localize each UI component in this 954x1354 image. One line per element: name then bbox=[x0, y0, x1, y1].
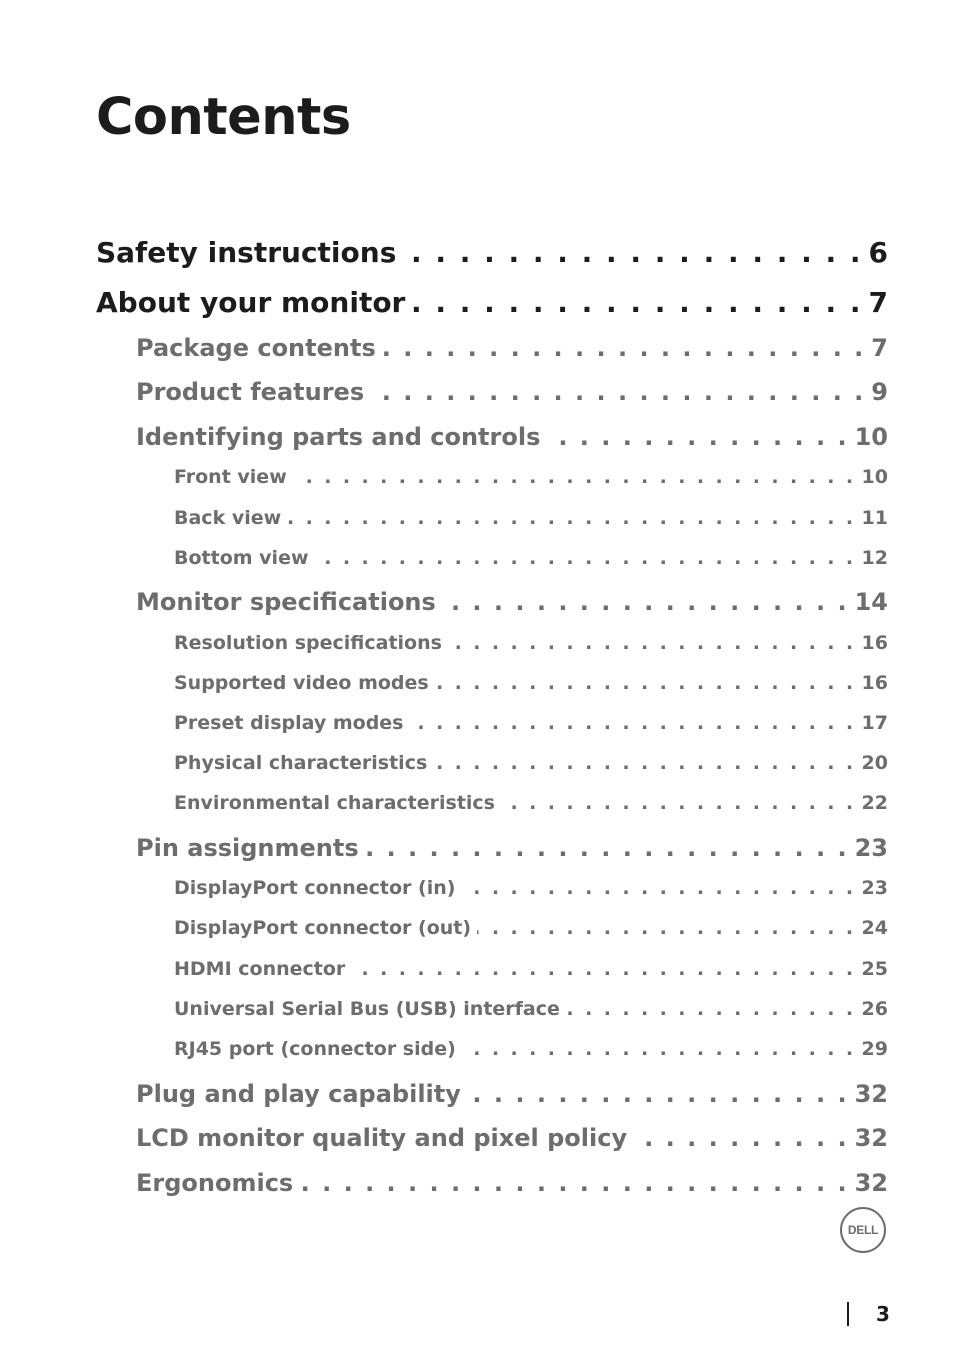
dot-leader bbox=[287, 507, 855, 529]
dot-leader bbox=[382, 334, 866, 362]
dot-leader bbox=[566, 998, 856, 1020]
toc-entry[interactable] bbox=[136, 588, 888, 616]
toc-entry[interactable] bbox=[174, 1038, 888, 1060]
toc-entry-title: Product features bbox=[136, 378, 365, 406]
toc-entry-title: Physical characteristics bbox=[174, 752, 428, 774]
toc-entry[interactable] bbox=[174, 466, 888, 488]
toc-entry[interactable] bbox=[96, 236, 888, 269]
toc-entry-page: 10 bbox=[854, 423, 888, 451]
toc-entry[interactable] bbox=[136, 834, 888, 862]
dot-leader bbox=[411, 286, 862, 319]
toc-entry-page: 11 bbox=[861, 507, 888, 529]
dot-leader bbox=[477, 917, 856, 939]
toc-entry-page: 24 bbox=[861, 917, 888, 939]
toc-entry-title: Bottom view bbox=[174, 547, 309, 569]
page-title: Contents bbox=[96, 88, 351, 147]
toc-entry-title: Safety instructions bbox=[96, 236, 397, 269]
toc-entry-page: 9 bbox=[871, 378, 888, 406]
toc-entry-title: RJ45 port (connector side) bbox=[174, 1038, 456, 1060]
dot-leader bbox=[501, 792, 856, 814]
toc-entry-page: 7 bbox=[871, 334, 888, 362]
toc-entry[interactable] bbox=[96, 286, 888, 319]
dot-leader bbox=[351, 958, 855, 980]
toc-entry-page: 29 bbox=[861, 1038, 888, 1060]
dot-leader bbox=[293, 466, 856, 488]
dell-logo-text: DELL bbox=[847, 1223, 879, 1237]
toc-entry-page: 26 bbox=[861, 998, 888, 1020]
dot-leader bbox=[633, 1124, 849, 1152]
dot-leader bbox=[546, 423, 848, 451]
dell-logo bbox=[840, 1207, 886, 1253]
toc-entry[interactable] bbox=[174, 632, 888, 654]
toc-entry[interactable] bbox=[136, 334, 888, 362]
toc-entry[interactable] bbox=[174, 507, 888, 529]
toc-entry[interactable] bbox=[174, 958, 888, 980]
toc-entry-page: 25 bbox=[861, 958, 888, 980]
toc-entry-title: HDMI connector bbox=[174, 958, 346, 980]
dot-leader bbox=[365, 834, 849, 862]
toc-entry-page: 16 bbox=[861, 632, 888, 654]
toc-entry[interactable] bbox=[174, 877, 888, 899]
toc-entry[interactable] bbox=[136, 378, 888, 406]
toc-entry-page: 32 bbox=[854, 1080, 888, 1108]
toc-entry-page: 6 bbox=[868, 236, 888, 269]
toc-entry-page: 12 bbox=[861, 547, 888, 569]
toc-entry-title: Front view bbox=[174, 466, 287, 488]
toc-entry[interactable] bbox=[174, 792, 888, 814]
toc-entry-page: 23 bbox=[854, 834, 888, 862]
toc-entry-title: Preset display modes bbox=[174, 712, 404, 734]
toc-entry-page: 32 bbox=[854, 1169, 888, 1197]
dot-leader bbox=[442, 588, 849, 616]
toc-entry-title: Package contents bbox=[136, 334, 376, 362]
toc-entry[interactable] bbox=[136, 1080, 888, 1108]
toc-entry-title: About your monitor bbox=[96, 286, 406, 319]
toc-entry-page: 10 bbox=[861, 466, 888, 488]
toc-entry[interactable] bbox=[174, 917, 888, 939]
toc-entry[interactable] bbox=[174, 752, 888, 774]
dot-leader bbox=[370, 378, 865, 406]
dot-leader bbox=[410, 712, 856, 734]
toc-entry-title: Universal Serial Bus (USB) interface bbox=[174, 998, 560, 1020]
toc-entry-page: 7 bbox=[868, 286, 888, 319]
footer-divider bbox=[847, 1302, 849, 1326]
toc-entry[interactable] bbox=[136, 423, 888, 451]
toc-entry-title: Identifying parts and controls bbox=[136, 423, 541, 451]
toc-entry-page: 32 bbox=[854, 1124, 888, 1152]
dot-leader bbox=[467, 1080, 849, 1108]
toc-entry-title: Resolution specifications bbox=[174, 632, 442, 654]
toc-entry-title: DisplayPort connector (out) bbox=[174, 917, 472, 939]
toc-entry-page: 16 bbox=[861, 672, 888, 694]
toc-entry-page: 20 bbox=[861, 752, 888, 774]
toc-entry[interactable] bbox=[174, 672, 888, 694]
toc-entry-title: Pin assignments bbox=[136, 834, 359, 862]
toc-entry-title: Environmental characteristics bbox=[174, 792, 495, 814]
dot-leader bbox=[299, 1169, 848, 1197]
toc-entry-page: 17 bbox=[861, 712, 888, 734]
toc-entry[interactable] bbox=[174, 547, 888, 569]
dot-leader bbox=[433, 752, 855, 774]
toc-entry[interactable] bbox=[174, 998, 888, 1020]
toc-entry[interactable] bbox=[174, 712, 888, 734]
toc-entry-title: Ergonomics bbox=[136, 1169, 294, 1197]
toc-entry-title: Back view bbox=[174, 507, 282, 529]
dot-leader bbox=[402, 236, 862, 269]
toc-entry[interactable] bbox=[136, 1169, 888, 1197]
dot-leader bbox=[462, 1038, 856, 1060]
toc-entry-page: 23 bbox=[861, 877, 888, 899]
toc-entry-title: Plug and play capability bbox=[136, 1080, 461, 1108]
dot-leader bbox=[315, 547, 856, 569]
toc-entry-title: DisplayPort connector (in) bbox=[174, 877, 456, 899]
dot-leader bbox=[448, 632, 856, 654]
toc-entry-title: Monitor specifications bbox=[136, 588, 436, 616]
toc-entry[interactable] bbox=[136, 1124, 888, 1152]
toc-entry-title: Supported video modes bbox=[174, 672, 429, 694]
dot-leader bbox=[461, 877, 855, 899]
toc-entry-page: 14 bbox=[854, 588, 888, 616]
toc-entry-title: LCD monitor quality and pixel policy bbox=[136, 1124, 628, 1152]
dot-leader bbox=[435, 672, 856, 694]
page-number: 3 bbox=[876, 1302, 890, 1326]
toc-entry-page: 22 bbox=[861, 792, 888, 814]
